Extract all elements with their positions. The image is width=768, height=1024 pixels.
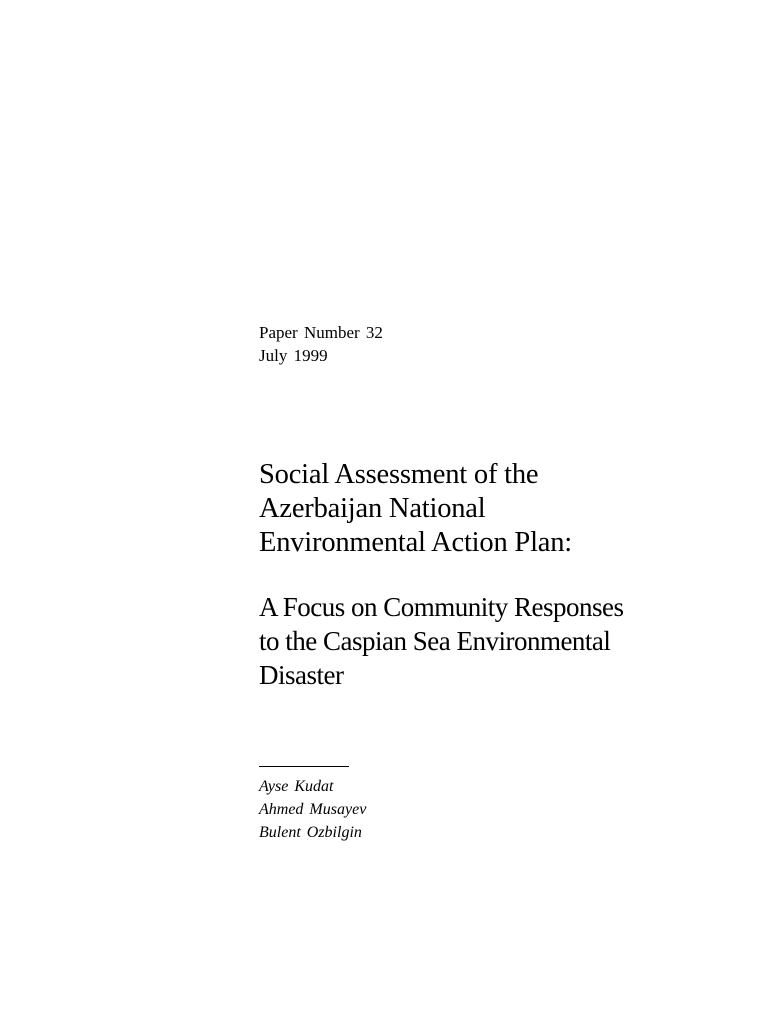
subtitle-line: to the Caspian Sea Environmental (259, 626, 611, 656)
paper-number: Paper Number 32 (259, 323, 383, 342)
paper-meta (259, 321, 383, 367)
author-name: Bulent Ozbilgin (259, 824, 362, 841)
subtitle-line: Disaster (259, 660, 344, 690)
title-line: Azerbaijan National (259, 493, 486, 524)
author-list (259, 775, 366, 844)
subtitle-line: A Focus on Community Responses (259, 592, 624, 622)
author-name: Ayse Kudat (259, 778, 334, 795)
author-name: Ahmed Musayev (259, 801, 367, 818)
title-line: Social Assessment of the (259, 459, 539, 490)
author-divider (259, 766, 349, 767)
document-title (259, 458, 572, 560)
publication-date: July 1999 (259, 346, 328, 365)
title-line: Environmental Action Plan: (259, 527, 573, 558)
document-subtitle (259, 590, 624, 692)
